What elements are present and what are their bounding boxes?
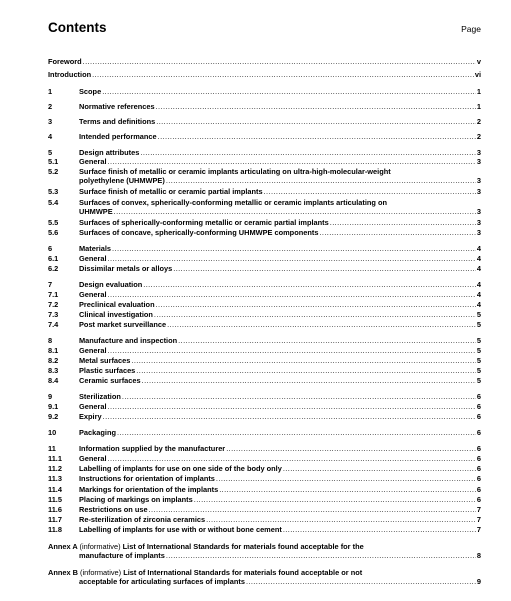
toc-entry-title: Design attributes	[79, 148, 140, 157]
dot-leader	[246, 577, 476, 586]
toc-entry-title: Normative references	[79, 102, 155, 111]
toc-entry-page: 3	[476, 228, 481, 237]
dot-leader	[216, 474, 476, 483]
toc-entry-number: 4	[48, 132, 53, 141]
toc-entry-page: 6	[476, 444, 481, 453]
dot-leader	[108, 346, 476, 355]
dot-leader	[131, 356, 476, 365]
toc-entry-text	[79, 228, 481, 237]
toc-entry-line	[79, 320, 481, 329]
toc-entry-number: 9.1	[48, 402, 59, 411]
toc-entry-title: Clinical investigation	[79, 310, 153, 319]
toc-entry-page: 5	[476, 336, 481, 345]
toc-entry-title: Labelling of implants for use on one side of the body only	[79, 464, 282, 473]
toc-entry-line	[79, 402, 481, 411]
toc-entry-text	[79, 157, 481, 166]
toc-entry-title: Restrictions on use	[79, 505, 148, 514]
toc-entry-line	[79, 228, 481, 237]
dot-leader	[136, 366, 476, 375]
toc-entry-text	[79, 444, 481, 453]
dot-leader	[122, 392, 476, 401]
toc-entry-title: Plastic surfaces	[79, 366, 136, 375]
dot-leader	[283, 464, 476, 473]
toc-annex-text	[48, 542, 481, 561]
toc-entry-line	[79, 300, 481, 309]
toc-entry-page: 1	[476, 102, 481, 111]
toc-entry-number: 11	[48, 444, 56, 453]
annex-title-continued: acceptable for articulating surfaces of implants	[79, 577, 245, 587]
toc-entry-number: 8	[48, 336, 53, 345]
toc-entry-title: General	[79, 290, 107, 299]
toc-entry-page: v	[476, 57, 481, 66]
toc-entry-title: General	[79, 157, 107, 166]
toc-entry-line	[79, 464, 481, 473]
toc-entry-title: Placing of markings on implants	[79, 495, 193, 504]
toc-entry-text	[79, 356, 481, 365]
page-title: Contents	[48, 20, 107, 35]
annex-note: (informative)	[80, 568, 122, 577]
toc-entry-title: General	[79, 346, 107, 355]
toc-entry-title: Markings for orientation of the implants	[79, 485, 219, 494]
toc-entry-number: 2	[48, 102, 53, 111]
toc-entry-text	[79, 148, 481, 157]
annex-title: List of International Standards for materials found acceptable or not	[123, 568, 363, 577]
toc-entry-title: Labelling of implants for use with or without bone cement	[79, 525, 282, 534]
toc-entry-text	[79, 117, 481, 126]
toc-entry-line	[79, 102, 481, 111]
toc-entry-number: 11.5	[48, 495, 62, 504]
toc-entry-number: 11.6	[48, 505, 62, 514]
toc-entry-number: 7.3	[48, 310, 59, 319]
toc-entry-number: 11.7	[48, 515, 62, 524]
toc-entry-page: 5	[476, 356, 481, 365]
dot-leader	[108, 157, 476, 166]
toc-entry-page: 3	[476, 187, 481, 196]
dot-leader	[156, 117, 476, 126]
dot-leader	[149, 505, 476, 514]
toc-entry-text	[79, 464, 481, 473]
toc-entry-text	[79, 280, 481, 289]
toc-entry-title: Packaging	[79, 428, 116, 437]
toc-annex-line	[48, 577, 481, 586]
toc-entry-page: 6	[476, 412, 481, 421]
toc-entry-number: 9	[48, 392, 53, 401]
toc-entry-number: 3	[48, 117, 53, 126]
toc-entry-line	[79, 336, 481, 345]
toc-entry-page: 4	[476, 290, 481, 299]
toc-entry-line	[79, 290, 481, 299]
toc-entry-number: 5.5	[48, 218, 59, 227]
dot-leader	[108, 290, 476, 299]
toc-entry-line	[48, 57, 481, 66]
toc-entry-text	[79, 102, 481, 111]
toc-entry-line	[79, 244, 481, 253]
toc-entry-page: 7	[476, 505, 481, 514]
toc-entry-number: 5.4	[48, 198, 59, 207]
toc-entry-line	[79, 148, 481, 157]
annex-note: (informative)	[79, 542, 121, 551]
toc-entry-page: vi	[474, 70, 481, 79]
toc-entry-line	[79, 505, 481, 514]
toc-entry-line	[79, 356, 481, 365]
toc-entry-page: 4	[476, 244, 481, 253]
toc-entry-line	[79, 366, 481, 375]
toc-entry-line	[79, 254, 481, 263]
toc-entry-number: 7.4	[48, 320, 59, 329]
toc-entry-text	[79, 198, 481, 217]
toc-entry-page: 6	[476, 402, 481, 411]
toc-entry-text	[79, 310, 481, 319]
toc-entry-text	[79, 218, 481, 227]
toc-entry-line	[79, 157, 481, 166]
toc-entry-text	[79, 515, 481, 524]
toc-entry-number: 7.1	[48, 290, 59, 299]
toc-entry-number: 11.4	[48, 485, 62, 494]
toc-entry-page: 7	[476, 525, 481, 534]
toc-entry-page: 6	[476, 392, 481, 401]
toc-entry-text	[79, 525, 481, 534]
dot-leader	[103, 412, 476, 421]
toc-entry-page: 5	[476, 320, 481, 329]
toc-entry-page: 6	[476, 495, 481, 504]
toc-entry-text	[79, 187, 481, 196]
dot-leader	[167, 320, 476, 329]
toc-annex-heading	[48, 568, 481, 577]
toc-entry-page: 7	[476, 515, 481, 524]
toc-entry-number: 5.2	[48, 167, 59, 176]
toc-entry-number: 6.2	[48, 264, 59, 273]
dot-leader	[108, 454, 476, 463]
toc-entry-title: Scope	[79, 87, 102, 96]
toc-entry-text	[79, 346, 481, 355]
annex-label: Annex B	[48, 568, 78, 577]
toc-entry-text	[79, 474, 481, 483]
toc-entry-line	[79, 444, 481, 453]
dot-leader	[143, 280, 476, 289]
toc-entry-number: 1	[48, 87, 53, 96]
toc-entry-line	[79, 485, 481, 494]
toc-entry-number: 11.2	[48, 464, 62, 473]
dot-leader	[114, 207, 476, 216]
toc-entry-text	[79, 376, 481, 385]
toc-entry-title: Surface finish of metallic or ceramic partial implants	[79, 187, 263, 196]
toc-entry-page: 3	[476, 176, 481, 186]
toc-entry-page: 4	[476, 280, 481, 289]
dot-leader	[219, 485, 476, 494]
toc-entry-text	[79, 87, 481, 96]
toc-entry-title: Preclinical evaluation	[79, 300, 155, 309]
toc-entry-title: Expiry	[79, 412, 102, 421]
toc-entry-number: 7	[48, 280, 53, 289]
toc-entry-line	[79, 525, 481, 534]
toc-entry-number: 8.3	[48, 366, 59, 375]
toc-entry-line	[79, 280, 481, 289]
toc-entry-line	[79, 495, 481, 504]
toc-entry-page: 4	[476, 300, 481, 309]
toc-entry-text	[79, 505, 481, 514]
dot-leader	[330, 218, 476, 227]
toc-entry-text	[79, 264, 481, 273]
dot-leader	[156, 102, 476, 111]
toc-entry-number: 5.1	[48, 157, 59, 166]
toc-entry-text	[79, 392, 481, 401]
toc-entry-line	[79, 392, 481, 401]
toc-entry-page: 5	[476, 366, 481, 375]
toc-entry-title-continued: polyethylene (UHMWPE)	[79, 176, 165, 186]
dot-leader	[194, 495, 476, 504]
toc-annex-heading	[48, 542, 481, 551]
toc-entry-title: Manufacture and inspection	[79, 336, 178, 345]
toc-entry-text	[79, 454, 481, 463]
dot-leader	[140, 148, 476, 157]
toc-entry-text	[79, 495, 481, 504]
toc-entry-number: 6	[48, 244, 53, 253]
toc-annex-line	[48, 551, 481, 560]
toc-entry-page: 6	[476, 464, 481, 473]
toc-entry-line	[48, 70, 481, 79]
toc-entry-text	[79, 320, 481, 329]
dot-leader	[283, 525, 476, 534]
toc-entry-number: 7.2	[48, 300, 59, 309]
toc-entry-page: 5	[476, 310, 481, 319]
toc-entry-page: 2	[476, 117, 481, 126]
toc-entry-title: Terms and definitions	[79, 117, 156, 126]
toc-entry-text	[79, 167, 481, 186]
toc-entry-title: Surface finish of metallic or ceramic implants articulating on ultra-high-molecular-weight	[79, 167, 391, 176]
toc-entry-text	[79, 336, 481, 345]
toc-entry-text	[79, 290, 481, 299]
dot-leader	[166, 551, 476, 560]
dot-leader	[173, 264, 476, 273]
toc-entry-page: 3	[476, 148, 481, 157]
toc-entry-page: 5	[476, 346, 481, 355]
toc-entry-line	[79, 412, 481, 421]
toc-entry-text	[48, 57, 481, 66]
dot-leader	[264, 187, 476, 196]
toc-entry-text	[48, 70, 481, 79]
toc-entry-text	[79, 132, 481, 141]
toc-entry-text	[79, 412, 481, 421]
toc-entry-title: Foreword	[48, 57, 82, 66]
toc-entry-number: 9.2	[48, 412, 59, 421]
toc-entry-title: Sterilization	[79, 392, 121, 401]
toc-entry-title: Introduction	[48, 70, 92, 79]
toc-entry-title: General	[79, 402, 107, 411]
toc-entry-title: Re-sterilization of zirconia ceramics	[79, 515, 206, 524]
toc-entry-line	[79, 264, 481, 273]
toc-entry-line	[79, 218, 481, 227]
toc-entry-line	[79, 132, 481, 141]
toc-entry-title: Instructions for orientation of implants	[79, 474, 215, 483]
dot-leader	[108, 402, 476, 411]
toc-entry-line	[79, 428, 481, 437]
toc-entry-number: 11.3	[48, 474, 62, 483]
dot-leader	[142, 376, 476, 385]
annex-title: List of International Standards for materials found acceptable for the	[122, 542, 364, 551]
toc-entry-text	[79, 485, 481, 494]
dot-leader	[226, 444, 476, 453]
toc-entry-page: 6	[476, 428, 481, 437]
annex-label: Annex A	[48, 542, 78, 551]
toc-entry-page: 2	[476, 132, 481, 141]
dot-leader	[319, 228, 475, 237]
toc-entry-title: Dissimilar metals or alloys	[79, 264, 173, 273]
toc-entry-number: 5.6	[48, 228, 59, 237]
toc-annex-page: 9	[476, 577, 481, 587]
toc-entry-text	[79, 428, 481, 437]
dot-leader	[158, 132, 476, 141]
toc-entry-page: 6	[476, 454, 481, 463]
toc-entry-page: 6	[476, 474, 481, 483]
toc-entry-number: 8.4	[48, 376, 59, 385]
toc-entry-page: 4	[476, 264, 481, 273]
toc-entry-page: 4	[476, 254, 481, 263]
toc-entry-page: 1	[476, 87, 481, 96]
dot-leader	[117, 428, 476, 437]
toc-entry-title: General	[79, 254, 107, 263]
toc-entry-page: 3	[476, 207, 481, 217]
toc-entry-number: 10	[48, 428, 57, 437]
toc-entry-number: 5.3	[48, 187, 59, 196]
toc-entry-title: Ceramic surfaces	[79, 376, 141, 385]
dot-leader	[156, 300, 476, 309]
toc-entry-title: Materials	[79, 244, 112, 253]
toc-entry-line	[79, 346, 481, 355]
toc-entry-title-continued: UHMWPE	[79, 207, 113, 217]
dot-leader	[83, 57, 476, 66]
toc-entry-title: General	[79, 454, 107, 463]
toc-entry-page: 5	[476, 376, 481, 385]
toc-entry-line	[79, 187, 481, 196]
toc-entry-number: 11.8	[48, 525, 62, 534]
toc-entry-title: Information supplied by the manufacturer	[79, 444, 226, 453]
dot-leader	[112, 244, 476, 253]
dot-leader	[92, 70, 474, 79]
toc-annex-text	[48, 568, 481, 587]
toc-entry-number: 8.2	[48, 356, 59, 365]
toc-entry-number: 6.1	[48, 254, 59, 263]
toc-annex-page: 8	[476, 551, 481, 561]
dot-leader	[154, 310, 476, 319]
dot-leader	[206, 515, 476, 524]
toc-entry-title: Surfaces of convex, spherically-conforming metallic or ceramic implants articulating on	[79, 198, 388, 207]
toc-entry-title: Metal surfaces	[79, 356, 131, 365]
toc-entry-text	[79, 366, 481, 375]
dot-leader	[108, 254, 476, 263]
toc-entry-text	[79, 254, 481, 263]
toc-entry-number: 8.1	[48, 346, 59, 355]
dot-leader	[102, 87, 476, 96]
toc-entry-page: 3	[476, 157, 481, 166]
toc-entry-page: 3	[476, 218, 481, 227]
toc-entry-title: Design evaluation	[79, 280, 143, 289]
dot-leader	[178, 336, 476, 345]
page-column-header: Page	[461, 24, 481, 34]
toc-entry-line	[79, 87, 481, 96]
toc-entry-text	[79, 244, 481, 253]
toc-entry-title: Intended performance	[79, 132, 157, 141]
toc-entry-title: Surfaces of concave, spherically-conforming UHMWPE components	[79, 228, 319, 237]
toc-entry-line	[79, 376, 481, 385]
toc-entry-line	[79, 176, 481, 185]
toc-entry-text	[79, 300, 481, 309]
toc-entry-line	[79, 515, 481, 524]
toc-entry-line	[79, 310, 481, 319]
toc-entry-page: 6	[476, 485, 481, 494]
dot-leader	[166, 176, 476, 185]
toc-entry-line	[79, 117, 481, 126]
annex-title-continued: manufacture of implants	[79, 551, 165, 561]
toc-entry-line	[79, 207, 481, 216]
toc-entry-number: 11.1	[48, 454, 62, 463]
toc-entry-line	[79, 474, 481, 483]
toc-entry-title: Post market surveillance	[79, 320, 167, 329]
toc-entry-text	[79, 402, 481, 411]
toc-entry-number: 5	[48, 148, 53, 157]
toc-entry-line	[79, 454, 481, 463]
toc-entry-title: Surfaces of spherically-conforming metallic or ceramic partial implants	[79, 218, 329, 227]
